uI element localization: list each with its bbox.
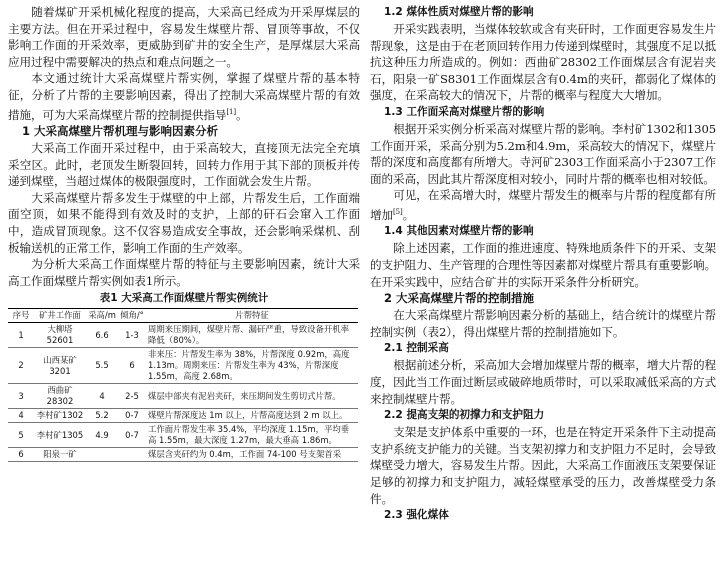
header-mining-height: 采高/m: [86, 309, 118, 323]
cell-feature: 煤层中部夹有泥岩夹矸，来压期间发生剪切式片帮。: [146, 384, 358, 409]
cell-mine-face: 李村矿1302: [34, 409, 86, 423]
coal-property-paragraph: 开采实践表明，当煤体较软或含有夹矸时，工作面更容易发生片帮现象，这是由于在老顶回转作用力传递到煤壁时，其强度不足以抵抗这种压力所造成的。例如：西曲矿28302工作面煤层含有泥岩夹石，阳泉一矿S8301工作面煤层含有0.4m的夹矸，都弱化了煤体的强度，在采高较大的情况下，片帮的概率与程度大大增加。: [370, 22, 716, 103]
cell-feature: 煤壁片帮深度达 1m 以上，片帮高度达到 2 m 以上。: [146, 409, 358, 423]
intro-paragraph: 随着煤矿开采机械化程度的提高，大采高已经成为开采厚煤层的主要方法。但在开采过程中，容易发生煤壁片帮、冒顶等事故，不仅影响工作面的开采效率，更威胁到矿井的安全生产，是厚煤层大采高应用过程中需要解决的热点和难点问题之一。: [8, 5, 360, 69]
cell-feature: 工作面片帮发生率 35.4%，平均深度 1.15m，平均垂高 1.55m，最大深度 1.27m，最大垂高 1.86m。: [146, 423, 358, 448]
cell-mining-height: 6.6: [86, 323, 118, 348]
summary-end: 。: [236, 107, 248, 122]
header-mine-face: 矿井工作面: [34, 309, 86, 323]
mechanism-paragraph: 大采高工作面开采过程中，由于采高较大，直接顶无法完全充填采空区。此时，老顶发生断裂回转，回转力作用于其下部的顶板并传递到煤壁，当超过煤体的极限强度时，工作面就会发生片帮。: [8, 141, 360, 189]
cell-index: 4: [8, 409, 34, 423]
cell-mining-height: 5.5: [86, 348, 118, 384]
cell-feature: 非来压：片帮发生率为 38%，片帮深度 0.92m，高度 1.13m。周期来压：片帮发生率为 43%，片帮深度 1.55m，高度 2.68m。: [146, 348, 358, 384]
conclusion-paragraph: [370, 187, 716, 223]
header-dip-angle: 倾角/°: [118, 309, 146, 323]
subsection-heading-2-1: 2.1 控制采高: [384, 342, 449, 355]
cell-mine-face: 李村矿1305: [34, 423, 86, 448]
support-paragraph: 支架是支护体系中重要的一环，也是在特定开采条件下主动提高支护系统支护能力的关键。当支架初撑力和支护阻力不足时，会导致煤壁受力增大，容易发生片帮。因此，大采高工作面液压支架要保证足够的初撑力和支护阻力，减轻煤壁承受的压力，改善煤壁受力条件。: [370, 425, 716, 506]
section-heading-1: 1 大采高煤壁片帮机理与影响因素分析: [22, 124, 219, 139]
cell-index: 2: [8, 348, 34, 384]
cell-mine-face: 西曲矿28302: [34, 384, 86, 409]
subsection-heading-1-3: 1.3 工作面采高对煤壁片帮的影响: [384, 105, 545, 118]
left-column: [8, 4, 360, 462]
table-row: [8, 423, 358, 448]
table-row: [8, 448, 358, 462]
cell-mining-height: 5.2: [86, 409, 118, 423]
control-intro-paragraph: 在大采高煤壁片帮影响因素分析的基础上，结合统计的煤壁片帮控制实例（表2），得出煤壁片帮的控制措施如下。: [370, 308, 716, 339]
cell-mining-height: 4: [86, 384, 118, 409]
section-heading-2: 2 大采高煤壁片帮的控制措施: [384, 291, 535, 306]
subsection-heading-2-2: 2.2 提高支架的初撑力和支护阻力: [384, 409, 545, 422]
right-column: [370, 4, 716, 524]
table-row: [8, 384, 358, 409]
subsection-heading-2-3: 2.3 强化煤体: [384, 509, 449, 522]
cell-index: 1: [8, 323, 34, 348]
rib-spalling-paragraph: 大采高煤壁片帮多发生于煤壁的中上部，片帮发生后，工作面端面空顶，如果不能得到有效及时的支护，上部的矸石会窜入工作面中，造成冒顶现象。这不仅容易造成安全事故，还会影响采煤机、刮板输送机的正常工作，影响工作面的生产效率。: [8, 190, 360, 255]
control-height-paragraph: 根据前述分析，采高加大会增加煤壁片帮的概率，增大片帮的程度，因此当工作面过断层或破碎地质带时，可以采取减低采高的方式来控制煤壁片帮。: [370, 358, 716, 406]
cell-mining-height: 4.9: [86, 423, 118, 448]
table-row: [8, 348, 358, 384]
citation-ref: [1]: [226, 107, 237, 116]
other-factors-paragraph: 除上述因素，工作面的推进速度、特殊地质条件下的开采、支架的支护阻力、生产管理的合理性等因素都对煤壁片帮具有重要影响。在开采实践中，应结合矿井的实际开采条件分析研究。: [370, 241, 716, 289]
statistics-paragraph: 为分析大采高工作面煤壁片帮的特征与主要影响因素，统计大采高工作面煤壁片帮实例如表1所示。: [8, 257, 360, 288]
cell-mine-face: 阳泉一矿: [34, 448, 86, 462]
table-row: [8, 323, 358, 348]
cell-index: 6: [8, 448, 34, 462]
cell-index: 3: [8, 384, 34, 409]
cell-dip-angle: [118, 448, 146, 462]
table-header-row: [8, 309, 358, 323]
cell-index: 5: [8, 423, 34, 448]
cell-mine-face: 大柳塔52601: [34, 323, 86, 348]
cell-dip-angle: 0-7: [118, 423, 146, 448]
header-spalling-feature: 片帮特征: [146, 309, 358, 323]
cell-dip-angle: 0-7: [118, 409, 146, 423]
conclusion-end: 。: [402, 207, 415, 222]
cell-dip-angle: 6: [118, 348, 146, 384]
mining-height-paragraph: 根据开采实例分析采高对煤壁片帮的影响。李村矿1302和1305工作面开采，采高分别为5.2m和4.9m，采高较大的情况下，煤壁片帮的深度和高度都有所增大。寺河矿2303工作面采高小于2307工作面的采高，因此其片帮深度相对较小，同时片帮的概率也相对较低。: [370, 121, 716, 186]
cell-dip-angle: 2-5: [118, 384, 146, 409]
citation-ref: [5]: [393, 207, 403, 216]
cell-mining-height: [86, 448, 118, 462]
conclusion-text: 可见，在采高增大时，煤壁片帮发生的概率与片帮的程度都有所增加: [370, 188, 716, 222]
intro-summary-paragraph: [8, 70, 360, 123]
cell-feature: 煤层含夹矸约为 0.4m，工作面 74-100 号支架首采: [146, 448, 358, 462]
cell-mine-face: 山西某矿3201: [34, 348, 86, 384]
cell-dip-angle: 1-3: [118, 323, 146, 348]
table-caption: 表1 大采高工作面煤壁片帮实例统计: [99, 292, 269, 305]
subsection-heading-1-2: 1.2 煤体性质对煤壁片帮的影响: [384, 6, 534, 18]
summary-text: 本文通过统计大采高煤壁片帮实例，掌握了煤壁片帮的基本特征，分析了片帮的主要影响因素，得出了控制大采高煤壁片帮的有效措施，可为大采高煤壁片帮的控制提供指导: [8, 71, 360, 122]
subsection-heading-1-4: 1.4 其他因素对煤壁片帮的影响: [384, 225, 534, 238]
cell-feature: 周期来压期间，煤壁片帮、漏矸严重，导致设备开机率降低（80%）。: [146, 323, 358, 348]
case-statistics-table: [8, 308, 358, 462]
header-index: 序号: [8, 309, 34, 323]
table-row: [8, 409, 358, 423]
